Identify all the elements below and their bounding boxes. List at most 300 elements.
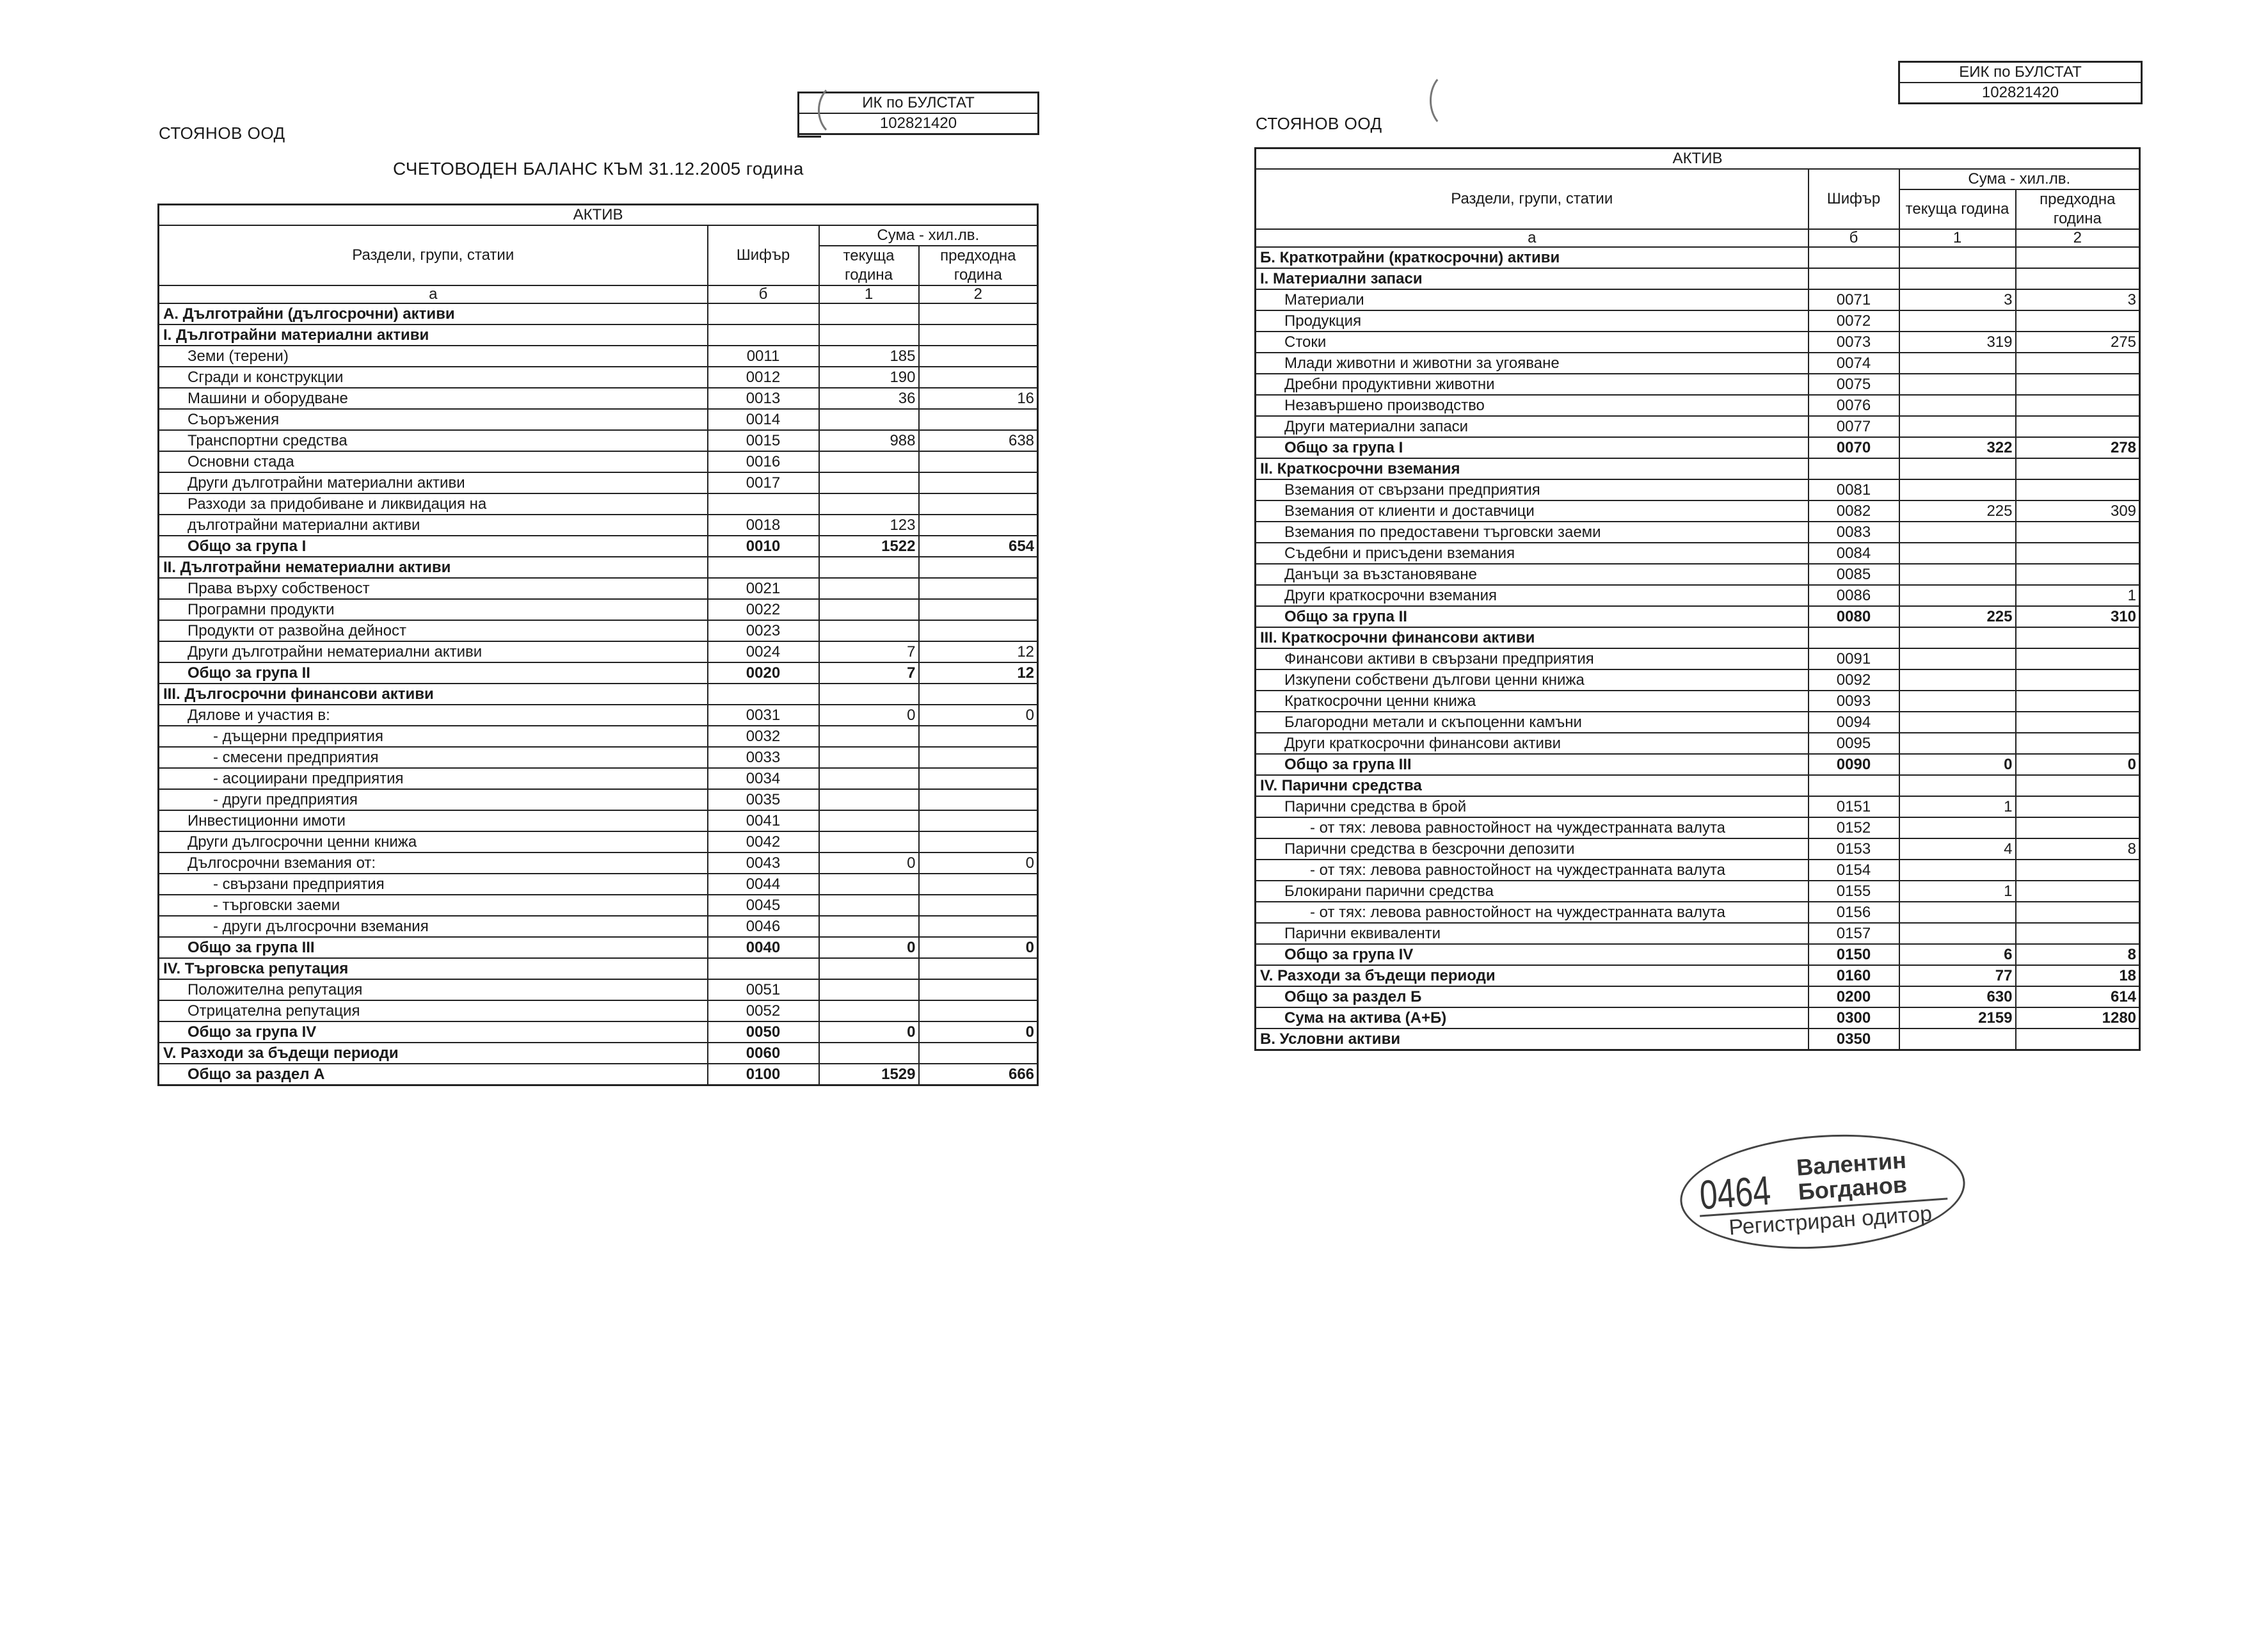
row-name: Краткосрочни ценни книжа xyxy=(1256,691,1809,712)
row-previous-value: 18 xyxy=(2016,965,2140,986)
row-current-value xyxy=(819,810,919,831)
index-2: 2 xyxy=(2016,229,2140,247)
row-code: 0041 xyxy=(708,810,819,831)
col-header-code: Шифър xyxy=(708,225,819,285)
stamp-number: 0464 xyxy=(1698,1167,1773,1219)
table-row xyxy=(1256,1029,2140,1050)
row-previous-value: 8 xyxy=(2016,944,2140,965)
table-row xyxy=(1256,838,2140,860)
table-row xyxy=(1256,923,2140,944)
pen-mark xyxy=(1430,72,1472,129)
col-header-sum: Сума - хил.лв. xyxy=(1899,169,2140,189)
row-current-value xyxy=(819,768,919,789)
row-current-value xyxy=(819,303,919,324)
row-code xyxy=(708,303,819,324)
row-name: Други дългосрочни ценни книжа xyxy=(159,831,708,853)
row-code: 0013 xyxy=(708,388,819,409)
right-page xyxy=(1134,0,2268,1625)
row-previous-value xyxy=(2016,353,2140,374)
table-row xyxy=(159,472,1038,493)
table-row xyxy=(1256,986,2140,1007)
row-current-value: 1522 xyxy=(819,536,919,557)
row-name: Земи (терени) xyxy=(159,346,708,367)
row-current-value xyxy=(819,1000,919,1021)
table-row xyxy=(159,1021,1038,1043)
row-code: 0153 xyxy=(1809,838,1899,860)
row-code: 0023 xyxy=(708,620,819,641)
table-row xyxy=(159,853,1038,874)
table-row xyxy=(159,684,1038,705)
row-code: 0083 xyxy=(1809,522,1899,543)
table-row xyxy=(159,641,1038,662)
row-previous-value xyxy=(2016,733,2140,754)
row-code: 0076 xyxy=(1809,395,1899,416)
table-row xyxy=(1256,353,2140,374)
row-code xyxy=(708,958,819,979)
row-current-value xyxy=(819,895,919,916)
row-current-value xyxy=(1899,374,2016,395)
row-name: дълготрайни материални активи xyxy=(159,515,708,536)
row-code xyxy=(708,324,819,346)
row-code: 0080 xyxy=(1809,606,1899,627)
table-row xyxy=(1256,437,2140,458)
row-current-value: 225 xyxy=(1899,606,2016,627)
row-current-value: 0 xyxy=(819,853,919,874)
company-name: СТОЯНОВ ООД xyxy=(1256,114,1382,133)
row-name: Общо за раздел А xyxy=(159,1064,708,1085)
row-name: Общо за група IV xyxy=(159,1021,708,1043)
row-name: III. Краткосрочни финансови активи xyxy=(1256,627,1809,648)
row-code xyxy=(1809,268,1899,289)
row-current-value xyxy=(819,472,919,493)
row-previous-value xyxy=(2016,712,2140,733)
index-a: а xyxy=(1256,229,1809,247)
row-previous-value xyxy=(919,451,1038,472)
table-row xyxy=(1256,247,2140,268)
row-previous-value xyxy=(919,346,1038,367)
row-name: - от тях: левова равностойност на чуждестранната валута xyxy=(1256,902,1809,923)
table-row xyxy=(1256,374,2140,395)
row-code: 0071 xyxy=(1809,289,1899,310)
table-row xyxy=(159,1000,1038,1021)
row-name: Данъци за възстановяване xyxy=(1256,564,1809,585)
table-row xyxy=(159,451,1038,472)
row-code: 0018 xyxy=(708,515,819,536)
row-name: Програмни продукти xyxy=(159,599,708,620)
table-row xyxy=(1256,289,2140,310)
row-previous-value: 3 xyxy=(2016,289,2140,310)
table-row xyxy=(1256,585,2140,606)
row-current-value xyxy=(819,620,919,641)
row-previous-value xyxy=(919,472,1038,493)
table-row xyxy=(159,430,1038,451)
index-b: б xyxy=(1809,229,1899,247)
row-previous-value xyxy=(919,916,1038,937)
row-previous-value xyxy=(919,493,1038,515)
row-current-value xyxy=(1899,395,2016,416)
row-code: 0024 xyxy=(708,641,819,662)
table-row xyxy=(159,937,1038,958)
row-name: Други краткосрочни финансови активи xyxy=(1256,733,1809,754)
row-previous-value xyxy=(919,747,1038,768)
row-name: Съдебни и присъдени вземания xyxy=(1256,543,1809,564)
row-previous-value xyxy=(2016,691,2140,712)
row-previous-value xyxy=(919,578,1038,599)
row-code: 0012 xyxy=(708,367,819,388)
row-name: Парични средства в брой xyxy=(1256,796,1809,817)
row-previous-value xyxy=(919,1043,1038,1064)
row-name: Инвестиционни имоти xyxy=(159,810,708,831)
row-previous-value: 1280 xyxy=(2016,1007,2140,1029)
table-row xyxy=(159,578,1038,599)
table-row xyxy=(1256,733,2140,754)
row-code: 0022 xyxy=(708,599,819,620)
id-box xyxy=(1898,61,2143,104)
row-name: IV. Парични средства xyxy=(1256,775,1809,796)
row-current-value xyxy=(819,874,919,895)
row-code xyxy=(1809,775,1899,796)
row-current-value xyxy=(1899,775,2016,796)
row-code: 0031 xyxy=(708,705,819,726)
row-current-value xyxy=(819,409,919,430)
row-code: 0200 xyxy=(1809,986,1899,1007)
row-current-value: 1529 xyxy=(819,1064,919,1085)
row-current-value xyxy=(819,726,919,747)
table-row xyxy=(159,810,1038,831)
table-row xyxy=(159,493,1038,515)
row-name: Благородни метали и скъпоценни камъни xyxy=(1256,712,1809,733)
col-header-previous: предходна година xyxy=(919,246,1038,285)
table-row xyxy=(159,705,1038,726)
row-previous-value: 16 xyxy=(919,388,1038,409)
row-current-value xyxy=(1899,691,2016,712)
table-row xyxy=(1256,500,2140,522)
row-current-value xyxy=(1899,669,2016,691)
row-previous-value xyxy=(2016,479,2140,500)
row-current-value xyxy=(1899,648,2016,669)
row-name: Дългосрочни вземания от: xyxy=(159,853,708,874)
row-previous-value: 275 xyxy=(2016,332,2140,353)
row-code xyxy=(1809,627,1899,648)
row-code: 0093 xyxy=(1809,691,1899,712)
row-current-value xyxy=(1899,902,2016,923)
row-name: Продукти от развойна дейност xyxy=(159,620,708,641)
row-current-value: 0 xyxy=(1899,754,2016,775)
row-name: Блокирани парични средства xyxy=(1256,881,1809,902)
row-previous-value xyxy=(2016,522,2140,543)
row-code: 0043 xyxy=(708,853,819,874)
row-current-value xyxy=(1899,353,2016,374)
section-title: АКТИВ xyxy=(159,205,1038,226)
row-current-value: 1 xyxy=(1899,881,2016,902)
row-name: Други дълготрайни материални активи xyxy=(159,472,708,493)
row-name: Парични средства в безсрочни депозити xyxy=(1256,838,1809,860)
table-row xyxy=(159,346,1038,367)
balance-table-left xyxy=(157,204,1039,1086)
row-name: Финансови активи в свързани предприятия xyxy=(1256,648,1809,669)
row-current-value xyxy=(819,684,919,705)
row-previous-value: 0 xyxy=(919,705,1038,726)
row-current-value xyxy=(1899,564,2016,585)
table-row xyxy=(159,768,1038,789)
row-code: 0010 xyxy=(708,536,819,557)
row-previous-value xyxy=(919,409,1038,430)
row-code: 0090 xyxy=(1809,754,1899,775)
table-row xyxy=(1256,310,2140,332)
row-name: Вземания от свързани предприятия xyxy=(1256,479,1809,500)
row-current-value xyxy=(819,747,919,768)
row-name: Изкупени собствени дългови ценни книжа xyxy=(1256,669,1809,691)
row-previous-value: 12 xyxy=(919,641,1038,662)
row-name: Общо за група I xyxy=(1256,437,1809,458)
col-header-current: текуща година xyxy=(1899,189,2016,229)
table-row xyxy=(159,895,1038,916)
row-name: Б. Краткотрайни (краткосрочни) активи xyxy=(1256,247,1809,268)
table-row xyxy=(159,662,1038,684)
row-code: 0073 xyxy=(1809,332,1899,353)
row-current-value: 0 xyxy=(819,937,919,958)
row-name: Други материални запаси xyxy=(1256,416,1809,437)
table-row xyxy=(159,979,1038,1000)
row-code: 0091 xyxy=(1809,648,1899,669)
row-code: 0052 xyxy=(708,1000,819,1021)
row-previous-value xyxy=(919,684,1038,705)
stamp-name-last: Богданов xyxy=(1797,1171,1908,1205)
row-code: 0300 xyxy=(1809,1007,1899,1029)
row-name: IV. Търговска репутация xyxy=(159,958,708,979)
table-row xyxy=(1256,669,2140,691)
row-previous-value: 12 xyxy=(919,662,1038,684)
table-row xyxy=(159,409,1038,430)
row-name: Транспортни средства xyxy=(159,430,708,451)
row-name: Основни стада xyxy=(159,451,708,472)
company-name: СТОЯНОВ ООД xyxy=(159,124,285,143)
table-row xyxy=(1256,416,2140,437)
row-previous-value xyxy=(919,324,1038,346)
row-current-value xyxy=(819,493,919,515)
table-body-left xyxy=(159,303,1038,1085)
row-current-value xyxy=(819,831,919,853)
row-current-value xyxy=(1899,1029,2016,1050)
row-previous-value: 278 xyxy=(2016,437,2140,458)
table-row xyxy=(1256,817,2140,838)
row-current-value xyxy=(1899,923,2016,944)
row-previous-value xyxy=(2016,648,2140,669)
row-current-value xyxy=(1899,733,2016,754)
row-current-value xyxy=(1899,268,2016,289)
row-previous-value xyxy=(919,810,1038,831)
row-current-value xyxy=(819,599,919,620)
row-current-value: 123 xyxy=(819,515,919,536)
row-code: 0085 xyxy=(1809,564,1899,585)
table-row xyxy=(159,916,1038,937)
table-row xyxy=(159,789,1038,810)
row-code: 0050 xyxy=(708,1021,819,1043)
row-name: Дялове и участия в: xyxy=(159,705,708,726)
row-code: 0156 xyxy=(1809,902,1899,923)
row-name: I. Дълготрайни материални активи xyxy=(159,324,708,346)
row-previous-value xyxy=(2016,374,2140,395)
row-previous-value xyxy=(2016,775,2140,796)
row-code: 0152 xyxy=(1809,817,1899,838)
row-code: 0075 xyxy=(1809,374,1899,395)
row-current-value: 2159 xyxy=(1899,1007,2016,1029)
row-current-value: 190 xyxy=(819,367,919,388)
row-name: Общо за група I xyxy=(159,536,708,557)
row-current-value: 4 xyxy=(1899,838,2016,860)
row-current-value xyxy=(1899,627,2016,648)
row-name: Положителна репутация xyxy=(159,979,708,1000)
row-current-value xyxy=(1899,543,2016,564)
row-name: V. Разходи за бъдещи периоди xyxy=(1256,965,1809,986)
row-previous-value: 654 xyxy=(919,536,1038,557)
row-name: - асоциирани предприятия xyxy=(159,768,708,789)
row-name: Общо за група II xyxy=(159,662,708,684)
row-name: Машини и оборудване xyxy=(159,388,708,409)
row-code: 0154 xyxy=(1809,860,1899,881)
row-name: Общо за група IV xyxy=(1256,944,1809,965)
row-current-value: 319 xyxy=(1899,332,2016,353)
row-name: Материали xyxy=(1256,289,1809,310)
table-row xyxy=(159,515,1038,536)
row-previous-value xyxy=(2016,247,2140,268)
row-previous-value xyxy=(2016,543,2140,564)
index-1: 1 xyxy=(1899,229,2016,247)
row-current-value xyxy=(819,557,919,578)
table-row xyxy=(1256,754,2140,775)
row-code: 0077 xyxy=(1809,416,1899,437)
row-name: Разходи за придобиване и ликвидация на xyxy=(159,493,708,515)
table-body-right xyxy=(1256,247,2140,1050)
row-code: 0151 xyxy=(1809,796,1899,817)
row-previous-value xyxy=(919,958,1038,979)
stamp-role: Регистриран одитор xyxy=(1728,1201,1933,1240)
row-code xyxy=(708,557,819,578)
row-previous-value xyxy=(919,726,1038,747)
row-code xyxy=(1809,458,1899,479)
row-previous-value: 0 xyxy=(919,937,1038,958)
table-row xyxy=(159,620,1038,641)
row-code: 0040 xyxy=(708,937,819,958)
table-row xyxy=(1256,395,2140,416)
row-code: 0020 xyxy=(708,662,819,684)
row-previous-value: 638 xyxy=(919,430,1038,451)
table-row xyxy=(1256,775,2140,796)
row-code: 0046 xyxy=(708,916,819,937)
table-row xyxy=(1256,268,2140,289)
row-current-value xyxy=(1899,416,2016,437)
table-row xyxy=(159,726,1038,747)
table-row xyxy=(1256,944,2140,965)
row-name: - дъщерни предприятия xyxy=(159,726,708,747)
row-name: Общо за група III xyxy=(1256,754,1809,775)
row-current-value xyxy=(819,916,919,937)
row-current-value: 0 xyxy=(819,705,919,726)
row-current-value xyxy=(1899,247,2016,268)
row-name: В. Условни активи xyxy=(1256,1029,1809,1050)
row-previous-value xyxy=(919,367,1038,388)
row-previous-value xyxy=(919,831,1038,853)
row-code: 0084 xyxy=(1809,543,1899,564)
table-row xyxy=(1256,332,2140,353)
row-code: 0051 xyxy=(708,979,819,1000)
row-code: 0070 xyxy=(1809,437,1899,458)
row-code: 0060 xyxy=(708,1043,819,1064)
row-previous-value xyxy=(2016,416,2140,437)
col-header-previous: предходна година xyxy=(2016,189,2140,229)
table-row xyxy=(159,831,1038,853)
row-current-value xyxy=(1899,310,2016,332)
row-previous-value xyxy=(919,515,1038,536)
row-previous-value xyxy=(2016,1029,2140,1050)
row-previous-value xyxy=(2016,881,2140,902)
row-previous-value xyxy=(2016,395,2140,416)
table-row xyxy=(159,536,1038,557)
row-current-value: 77 xyxy=(1899,965,2016,986)
index-1: 1 xyxy=(819,285,919,303)
row-previous-value: 614 xyxy=(2016,986,2140,1007)
row-name: - други дългосрочни вземания xyxy=(159,916,708,937)
row-code: 0157 xyxy=(1809,923,1899,944)
row-current-value: 36 xyxy=(819,388,919,409)
table-row xyxy=(1256,479,2140,500)
row-current-value xyxy=(819,578,919,599)
table-row xyxy=(1256,606,2140,627)
row-code xyxy=(708,684,819,705)
row-code: 0042 xyxy=(708,831,819,853)
table-row xyxy=(159,958,1038,979)
row-code: 0044 xyxy=(708,874,819,895)
row-current-value xyxy=(819,451,919,472)
table-row xyxy=(1256,860,2140,881)
row-name: Парични еквиваленти xyxy=(1256,923,1809,944)
row-previous-value xyxy=(2016,796,2140,817)
row-name: Вземания от клиенти и доставчици xyxy=(1256,500,1809,522)
col-header-name: Раздели, групи, статии xyxy=(159,225,708,285)
row-name: V. Разходи за бъдещи периоди xyxy=(159,1043,708,1064)
row-previous-value xyxy=(919,1000,1038,1021)
row-code: 0016 xyxy=(708,451,819,472)
index-b: б xyxy=(708,285,819,303)
row-previous-value xyxy=(2016,817,2140,838)
row-name: II. Дълготрайни нематериални активи xyxy=(159,557,708,578)
row-previous-value: 310 xyxy=(2016,606,2140,627)
row-name: Съоръжения xyxy=(159,409,708,430)
row-current-value xyxy=(1899,458,2016,479)
table-row xyxy=(1256,564,2140,585)
row-current-value xyxy=(1899,860,2016,881)
row-previous-value xyxy=(919,789,1038,810)
row-current-value xyxy=(1899,479,2016,500)
row-name: II. Краткосрочни вземания xyxy=(1256,458,1809,479)
row-name: Общо за група III xyxy=(159,937,708,958)
row-previous-value xyxy=(919,620,1038,641)
col-header-code: Шифър xyxy=(1809,169,1899,229)
table-row xyxy=(159,1043,1038,1064)
row-current-value xyxy=(1899,585,2016,606)
row-current-value xyxy=(1899,817,2016,838)
row-current-value xyxy=(1899,522,2016,543)
row-name: Стоки xyxy=(1256,332,1809,353)
id-box-value: 102821420 xyxy=(799,113,1037,133)
row-previous-value: 666 xyxy=(919,1064,1038,1085)
row-code: 0094 xyxy=(1809,712,1899,733)
id-box-value: 102821420 xyxy=(1900,82,2141,102)
row-current-value: 7 xyxy=(819,641,919,662)
table-row xyxy=(1256,796,2140,817)
table-row xyxy=(159,388,1038,409)
row-current-value xyxy=(819,789,919,810)
